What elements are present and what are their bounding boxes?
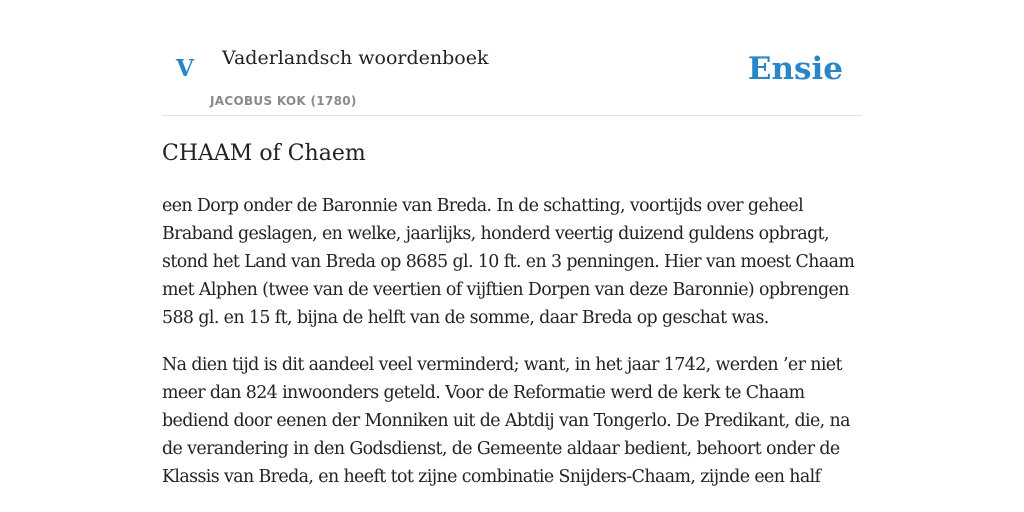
entry-paragraph: een Dorp onder de Baronnie van Breda. In de schatting, voortijds over geheel Braband geslagen, en welke, jaarlijks, honderd veertig duizend guldens opbragt, stond het Land van Breda op 8685 gl. 10 ft. en 3 penningen. Hier van moest Chaam met Alphen (twee van de veertien of vijftien Dorpen van deze Baronnie) opbrengen 588 gl. en 15 ft, bijna de helft van de somme, daar Breda op geschat was. — [162, 196, 855, 328]
entry-paragraph: Na dien tijd is dit aandeel veel verminderd; want, in het jaar 1742, werden ’er niet meer dan 824 inwoonders geteld. Voor de Reformatie werd de kerk te Chaam bediend door eenen der Monniken uit de Abtdij van Tongerlo. De Predikant, die, na de verandering in den Godsdienst, de Gemeente aldaar bedient, behoort onder de Klassis van Breda, en heeft tot zijne combinatie Snijders-Chaam, zijnde een half — [162, 355, 850, 487]
book-header — [162, 0, 862, 116]
brand-logo[interactable]: Ensie — [747, 51, 843, 87]
book-initial-letter: V — [176, 55, 194, 82]
page — [162, 0, 862, 487]
book-author: JACOBUS KOK (1780) — [210, 94, 357, 108]
entry-body — [162, 192, 862, 510]
book-title[interactable]: Vaderlandsch woordenboek — [222, 47, 489, 69]
entry-title: CHAAM of Chaem — [162, 141, 366, 166]
